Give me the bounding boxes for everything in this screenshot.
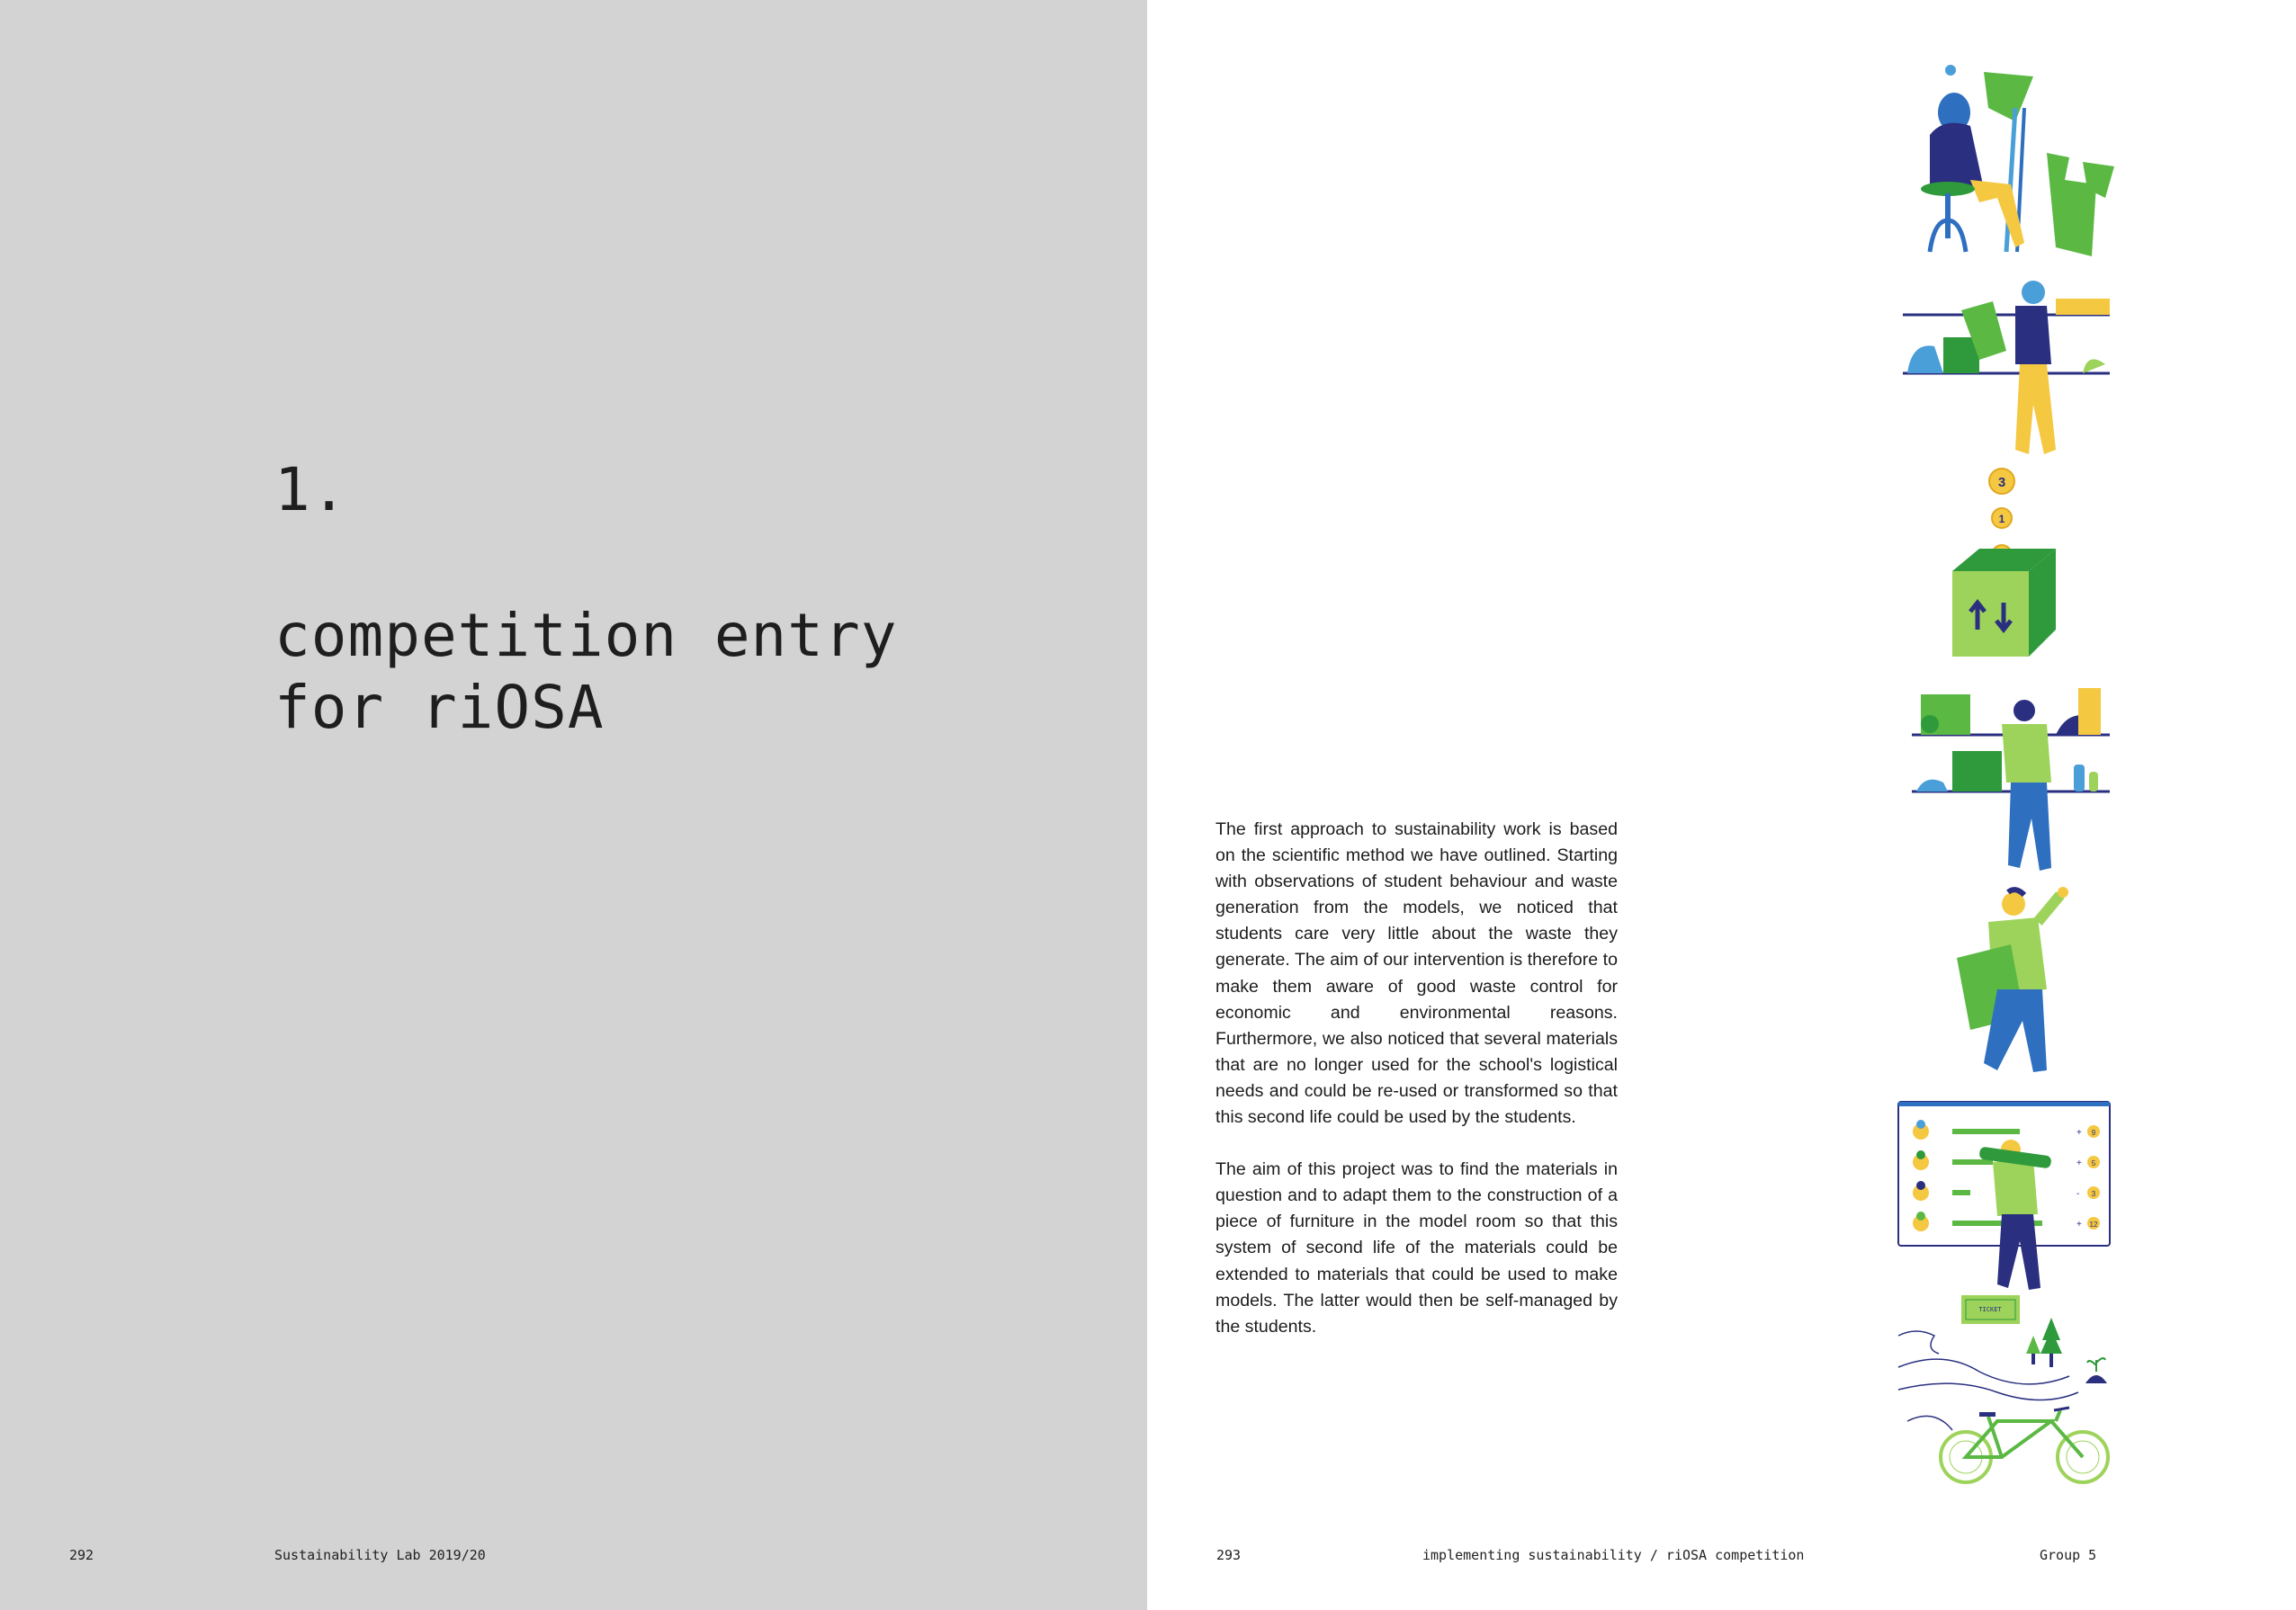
- carrying-person-illustration: [1957, 887, 2068, 1072]
- nature-ticket-illustration: [1898, 1295, 2107, 1400]
- left-footer-book-title: Sustainability Lab 2019/20: [274, 1547, 486, 1563]
- score-sign-1: +: [2076, 1128, 2082, 1138]
- coin-1: 3: [1997, 475, 2006, 490]
- score-sign-2: +: [2076, 1158, 2082, 1168]
- score-sign-3: -: [2076, 1189, 2080, 1199]
- drafting-person-illustration: [1921, 65, 2114, 256]
- score-points-3: 3: [2091, 1190, 2096, 1198]
- left-page: [0, 0, 1147, 1610]
- right-page-number: 293: [1216, 1547, 1242, 1563]
- chapter-title: [274, 600, 1084, 744]
- left-page-number: 292: [69, 1547, 94, 1563]
- score-sign-4: +: [2076, 1220, 2082, 1230]
- ticket-label: TICKET: [1978, 1306, 2002, 1313]
- score-points-2: 5: [2091, 1159, 2096, 1167]
- paragraph-1: The first approach to sustainability work is based on the scientific method we have outlined. Starting with observations of student behaviour and waste generation from the models, we noticed that students care very little about the waste they generate. The aim of our intervention is therefore to make them aware of good waste control for economic and environmental reasons. Furthermore, we also noticed that several materials that are no longer used for the school's logistical needs and could be re-used or transformed so that this second life could be used by the students.: [1215, 819, 1618, 1128]
- illustration-column: [1880, 54, 2123, 1493]
- scoreboard-illustration: [1898, 1102, 2110, 1290]
- shelf-person-illustration: [1903, 281, 2110, 454]
- right-footer-section: implementing sustainability / riOSA competition: [1422, 1547, 1805, 1563]
- chapter-number: 1.: [274, 455, 348, 524]
- paragraph-2: The aim of this project was to find the materials in question and to adapt them to the construction of a piece of furniture in the model room so that this system of second life of the materials could be extended to materials that could be used to make models. The latter would then be self-managed by the students.: [1215, 1159, 1618, 1337]
- chapter-title-line-1: competition entry: [274, 601, 898, 670]
- chapter-title-line-2: for riOSA: [274, 673, 605, 742]
- right-footer-group: Group 5: [2040, 1547, 2097, 1563]
- coin-2: 1: [1998, 513, 2005, 525]
- body-text: [1215, 817, 1618, 1366]
- bicycle-illustration: [1907, 1408, 2108, 1482]
- score-points-4: 12: [2089, 1221, 2098, 1229]
- recycle-box-illustration: [1952, 469, 2056, 657]
- materials-shelf-illustration: [1912, 688, 2110, 871]
- score-points-1: 9: [2091, 1129, 2096, 1137]
- right-page: [1147, 0, 2296, 1610]
